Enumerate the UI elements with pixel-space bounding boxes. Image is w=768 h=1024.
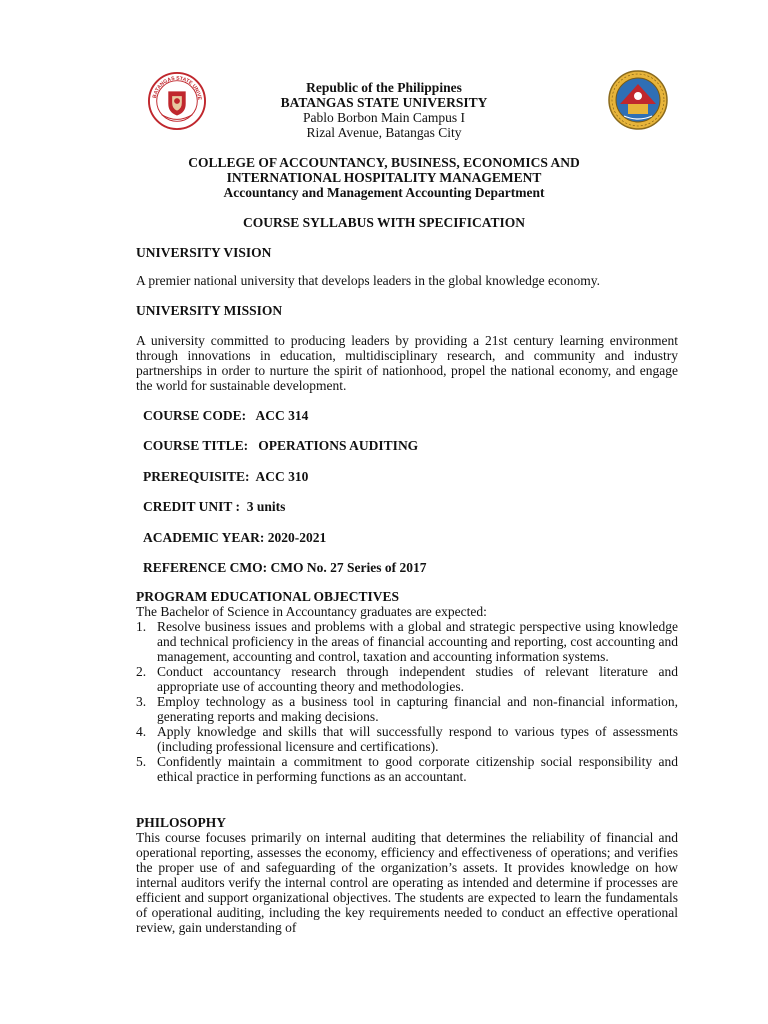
objective-item — [136, 664, 678, 694]
objective-text: Conduct accountancy research through independent studies of relevant literature and appropriate use of accounting theory and methodologies. — [157, 664, 678, 694]
department-name: Accountancy and Management Accounting Department — [223, 185, 545, 200]
seal-lettering: BATANGAS STATE UNIVE — [151, 75, 203, 101]
college-name-line2: INTERNATIONAL HOSPITALITY MANAGEMENT — [226, 170, 542, 185]
objective-number: 5. — [136, 754, 147, 769]
course-title: COURSE TITLE: OPERATIONS AUDITING — [143, 438, 419, 453]
prerequisite: PREREQUISITE: ACC 310 — [143, 469, 309, 484]
objectives-list — [136, 619, 678, 784]
objective-number: 4. — [136, 724, 147, 739]
course-code: COURSE CODE: ACC 314 — [143, 408, 309, 423]
objective-text: Confidently maintain a commitment to good corporate citizenship social responsibility and ethical practice in performing functions as an accountant. — [157, 754, 678, 784]
vision-text: A premier national university that develops leaders in the global knowledge economy. — [136, 273, 600, 288]
header-campus: Pablo Borbon Main Campus I — [303, 110, 465, 125]
mission-text: A university committed to producing leaders by providing a 21st century learning environment through innovations in education, multidisciplinary research, and community and industry partnerships in order to nurture the spirit of nationhood, propel the national economy, and engage the world for sustainable development. — [136, 333, 678, 393]
objective-item — [136, 694, 678, 724]
objective-item — [136, 619, 678, 664]
mission-heading: UNIVERSITY MISSION — [136, 303, 283, 318]
document-title: COURSE SYLLABUS WITH SPECIFICATION — [243, 215, 525, 230]
objective-item — [136, 754, 678, 784]
objective-text: Employ technology as a business tool in capturing financial and non-financial information, generating reports and making decisions. — [157, 694, 678, 724]
header-address: Rizal Avenue, Batangas City — [306, 125, 462, 140]
objective-text: Resolve business issues and problems with a global and strategic perspective using knowledge and technical proficiency in the areas of financial accounting and reporting, cost accounting and management, accounting and control, taxation and accounting information systems. — [157, 619, 678, 664]
academic-year: ACADEMIC YEAR: 2020-2021 — [143, 530, 327, 545]
college-name-line1: COLLEGE OF ACCOUNTANCY, BUSINESS, ECONOMICS AND — [188, 155, 580, 170]
objective-item — [136, 724, 678, 754]
header-university-name: BATANGAS STATE UNIVERSITY — [280, 95, 488, 110]
objectives-heading: PROGRAM EDUCATIONAL OBJECTIVES — [136, 589, 400, 604]
objective-text: Apply knowledge and skills that will successfully respond to various types of assessments (including professional licensure and certifications). — [157, 724, 678, 754]
objectives-intro: The Bachelor of Science in Accountancy graduates are expected: — [136, 604, 487, 619]
vision-heading: UNIVERSITY VISION — [136, 245, 272, 260]
philosophy-text: This course focuses primarily on internal auditing that determines the reliability of financial and operational reporting, assesses the economy, efficiency and effectiveness of operations; and verifies the proper use of and safeguarding of the organization’s assets. It provides knowledge on how internal auditors verify the internal control are operating as intended and determine if processes are efficient and support organizational objectives. The students are expected to learn the fundamentals of operational auditing, including the key requirements needed to conduct an effective operational review, gain understanding of — [136, 830, 678, 935]
objective-number: 1. — [136, 619, 147, 634]
header-republic: Republic of the Philippines — [306, 80, 462, 95]
reference-cmo: REFERENCE CMO: CMO No. 27 Series of 2017 — [143, 560, 427, 575]
philosophy-heading: PHILOSOPHY — [136, 815, 227, 830]
credit-unit: CREDIT UNIT : 3 units — [143, 499, 286, 514]
objective-number: 3. — [136, 694, 147, 709]
objective-number: 2. — [136, 664, 147, 679]
